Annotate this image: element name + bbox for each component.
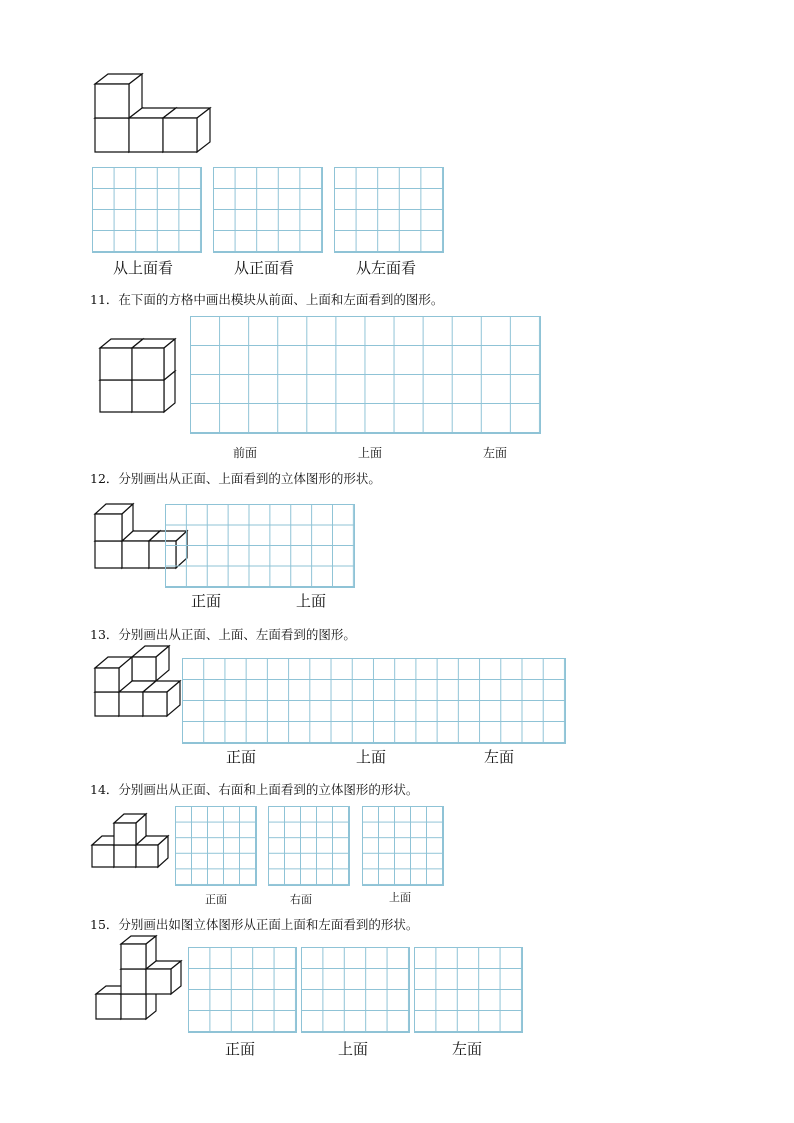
label-left: 左面 (483, 446, 508, 460)
cube-3 (95, 504, 133, 541)
question-12-text: 12．分别画出从正面、上面看到的立体图形的形状。 (90, 471, 381, 486)
answer-grid-front-view[interactable] (213, 167, 323, 253)
cube-2 (163, 108, 210, 152)
answer-grid-right-view[interactable] (268, 806, 350, 886)
label-top: 上面 (389, 891, 411, 904)
answer-grid-top-view[interactable] (362, 806, 444, 886)
cube-3 (95, 74, 142, 118)
label-top: 上面 (358, 446, 383, 460)
answer-grid-left-view[interactable] (414, 947, 523, 1033)
answer-grid-q12[interactable] (165, 504, 355, 588)
question-13-text: 13．分别画出从正面、上面、左面看到的图形。 (90, 627, 356, 642)
label-front: 正面 (191, 592, 222, 610)
answer-grid-top-view[interactable] (301, 947, 410, 1033)
label-left: 左面 (484, 748, 515, 766)
label-top: 上面 (338, 1040, 369, 1058)
label-front-view: 从正面看 (234, 259, 295, 277)
label-left: 左面 (452, 1040, 483, 1058)
label-front: 正面 (226, 748, 257, 766)
answer-grid-front-view[interactable] (188, 947, 297, 1033)
label-top: 上面 (356, 748, 387, 766)
cube-0 (132, 646, 169, 681)
label-front: 正面 (205, 893, 227, 906)
answer-grid-q13[interactable] (182, 658, 566, 744)
question-11-text: 11．在下面的方格中画出模块从前面、上面和左面看到的图形。 (90, 292, 444, 307)
answer-grid-q11[interactable] (190, 316, 541, 434)
label-top-view: 从上面看 (113, 259, 174, 277)
label-top: 上面 (296, 592, 327, 610)
answer-grid-front-view[interactable] (175, 806, 257, 886)
cube-3 (146, 961, 181, 994)
cube-3 (132, 339, 175, 380)
question-15-text: 15．分别画出如图立体图形从正面上面和左面看到的形状。 (90, 917, 419, 932)
cube-4 (121, 936, 156, 969)
label-right: 右面 (290, 893, 312, 906)
answer-grid-top-view[interactable] (92, 167, 202, 253)
cube-figure-q15 (0, 0, 1, 1)
question-14-text: 14．分别画出从正面、右面和上面看到的立体图形的形状。 (90, 782, 419, 797)
cube-3 (114, 814, 146, 845)
label-front: 前面 (233, 446, 258, 460)
label-left-view: 从左面看 (356, 259, 417, 277)
label-front: 正面 (225, 1040, 256, 1058)
answer-grid-left-view[interactable] (334, 167, 444, 253)
